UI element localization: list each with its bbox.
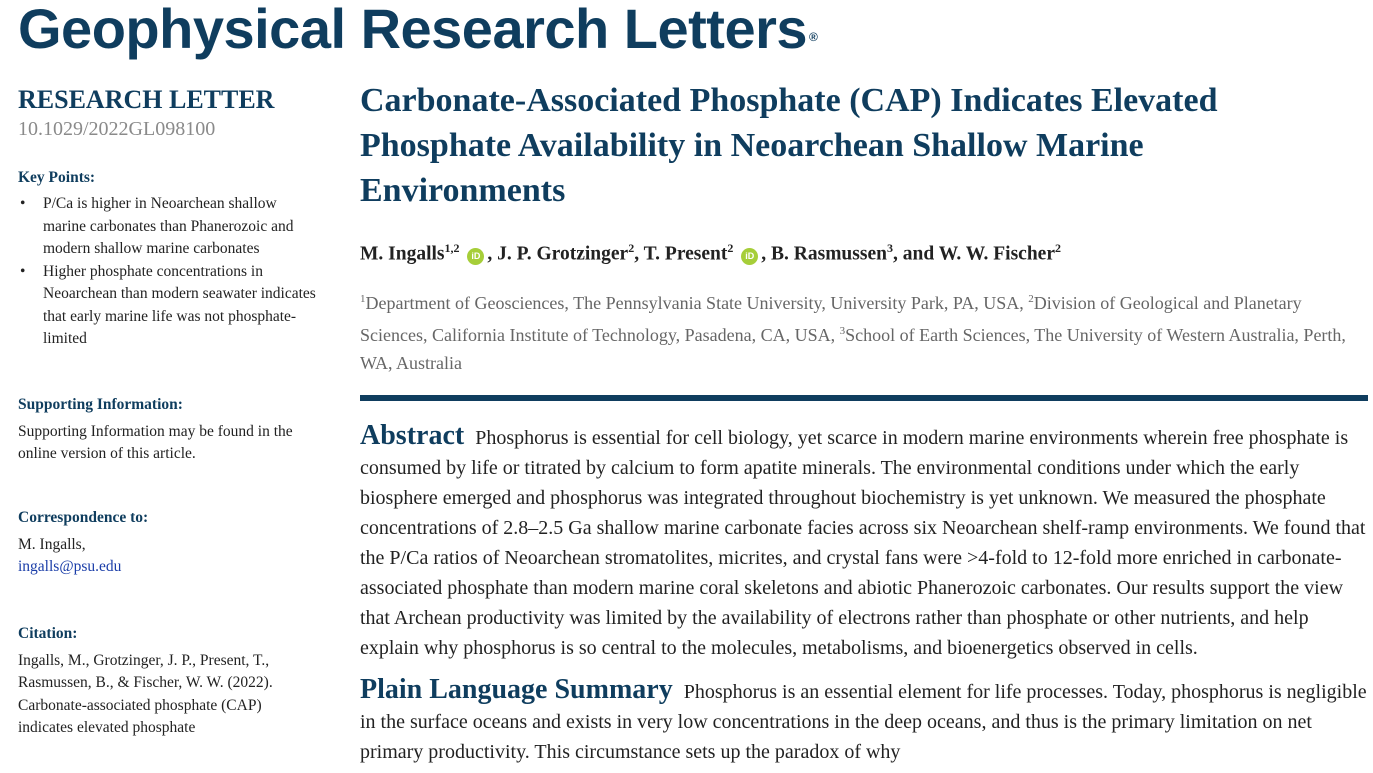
key-points-heading: Key Points: [18, 169, 96, 186]
affiliation-number: 2 [1028, 292, 1034, 305]
author-affiliation-number: 2 [727, 241, 734, 255]
author-separator: , [634, 243, 644, 265]
author-separator: , [761, 243, 772, 265]
key-point: • P/Ca is higher in Neoarchean shallow marine carbonates than Phanerozoic and modern shallow marine carbonates [18, 193, 318, 261]
citation-text: Ingalls, M., Grotzinger, J. P., Present, T., Rasmussen, B., & Fischer, W. W. (2022). Carbonate-associated phosphate (CAP) indicates elevated phosphate [18, 651, 273, 736]
author-name: W. W. Fischer [938, 243, 1055, 265]
affiliation-text: School of Earth Sciences, The University of Western Australia, Perth, WA, Australia [360, 324, 1346, 373]
citation-heading: Citation: [18, 624, 78, 642]
correspondence-heading: Correspondence to: [18, 508, 149, 526]
plain-language-summary-heading: Plain Language Summary [360, 673, 673, 705]
correspondence-name: M. Ingalls, [18, 535, 86, 553]
article-title: Carbonate-Associated Phosphate (CAP) Indicates Elevated Phosphate Availability in Neoarchean Shallow Marine Environments [360, 82, 1218, 209]
supporting-info-heading: Supporting Information: [18, 395, 183, 413]
plain-language-summary-text: Phosphorus is an essential element for life processes. Today, phosphorus is negligible in the surface oceans and exists in very low concentrations in the deep oceans, and thus is the primary limitation on net primary productivity. This circumstance sets up the paradox of why [360, 680, 1367, 763]
supporting-info-text: Supporting Information may be found in the online version of this article. [18, 422, 293, 462]
registered-mark: ® [809, 30, 818, 44]
abstract [360, 421, 1368, 663]
key-point: • Higher phosphate concentrations in Neoarchean than modern seawater indicates that early marine life was not phosphate-limited [18, 261, 318, 351]
affiliation-text: Division of Geological and Planetary Sciences, California Institute of Technology, Pasadena, CA, USA, [360, 292, 1302, 345]
sidebar [18, 84, 328, 740]
author-affiliation-number: 2 [1054, 241, 1061, 255]
author-name: M. Ingalls [360, 243, 445, 265]
orcid-icon[interactable]: iD [741, 248, 758, 265]
affiliation-number: 3 [839, 324, 846, 337]
affiliation-number: 1 [360, 292, 366, 305]
doi[interactable]: 10.1029/2022GL098100 [18, 118, 216, 140]
author-affiliation-number: 3 [886, 241, 893, 255]
orcid-icon[interactable]: iD [467, 248, 484, 265]
author-affiliation-number: 2 [628, 241, 635, 255]
abstract-heading: Abstract [360, 419, 465, 451]
author-name: T. Present [643, 243, 728, 265]
correspondence-email-link[interactable]: ingalls@psu.edu [18, 558, 122, 575]
author-affiliation-number: 1,2 [444, 241, 460, 255]
key-points-list [18, 193, 328, 351]
author-name: J. P. Grotzinger [497, 243, 629, 265]
article-type: RESEARCH LETTER [18, 85, 275, 114]
author-list [360, 235, 1368, 268]
author-separator: , [487, 243, 498, 265]
plain-language-summary [360, 675, 1368, 767]
journal-title: Geophysical Research Letters ® [18, 0, 818, 60]
author-separator: , and [892, 243, 939, 265]
affiliations [360, 285, 1360, 377]
abstract-text: Phosphorus is essential for cell biology, yet scarce in modern marine environments wherein free phosphate is consumed by life or titrated by calcium to form apatite minerals. The environmental conditions under which the early biosphere emerged and phosphorus was integrated throughout biochemistry is yet unknown. We measured the phosphate concentrations of 2.8–2.5 Ga shallow marine carbonate facies across six Neoarchean shelf-ramp environments. We found that the P/Ca ratios of Neoarchean stromatolites, micrites, and crystal fans were >4-fold to 12-fold more enriched in carbonate-associated phosphate than modern marine coral skeletons and abiotic Phanerozoic carbonates. Our results support the view that Archean productivity was limited by the availability of electrons rather than phosphate or other nutrients, and help explain why phosphorus is so central to the molecules, metabolisms, and bioenergetics observed in cells. [360, 426, 1366, 659]
header-divider [360, 395, 1368, 401]
affiliation-text: Department of Geosciences, The Pennsylvania State University, University Park, PA, USA, [365, 292, 1029, 313]
main-content [360, 78, 1368, 767]
author-name: B. Rasmussen [771, 243, 887, 265]
